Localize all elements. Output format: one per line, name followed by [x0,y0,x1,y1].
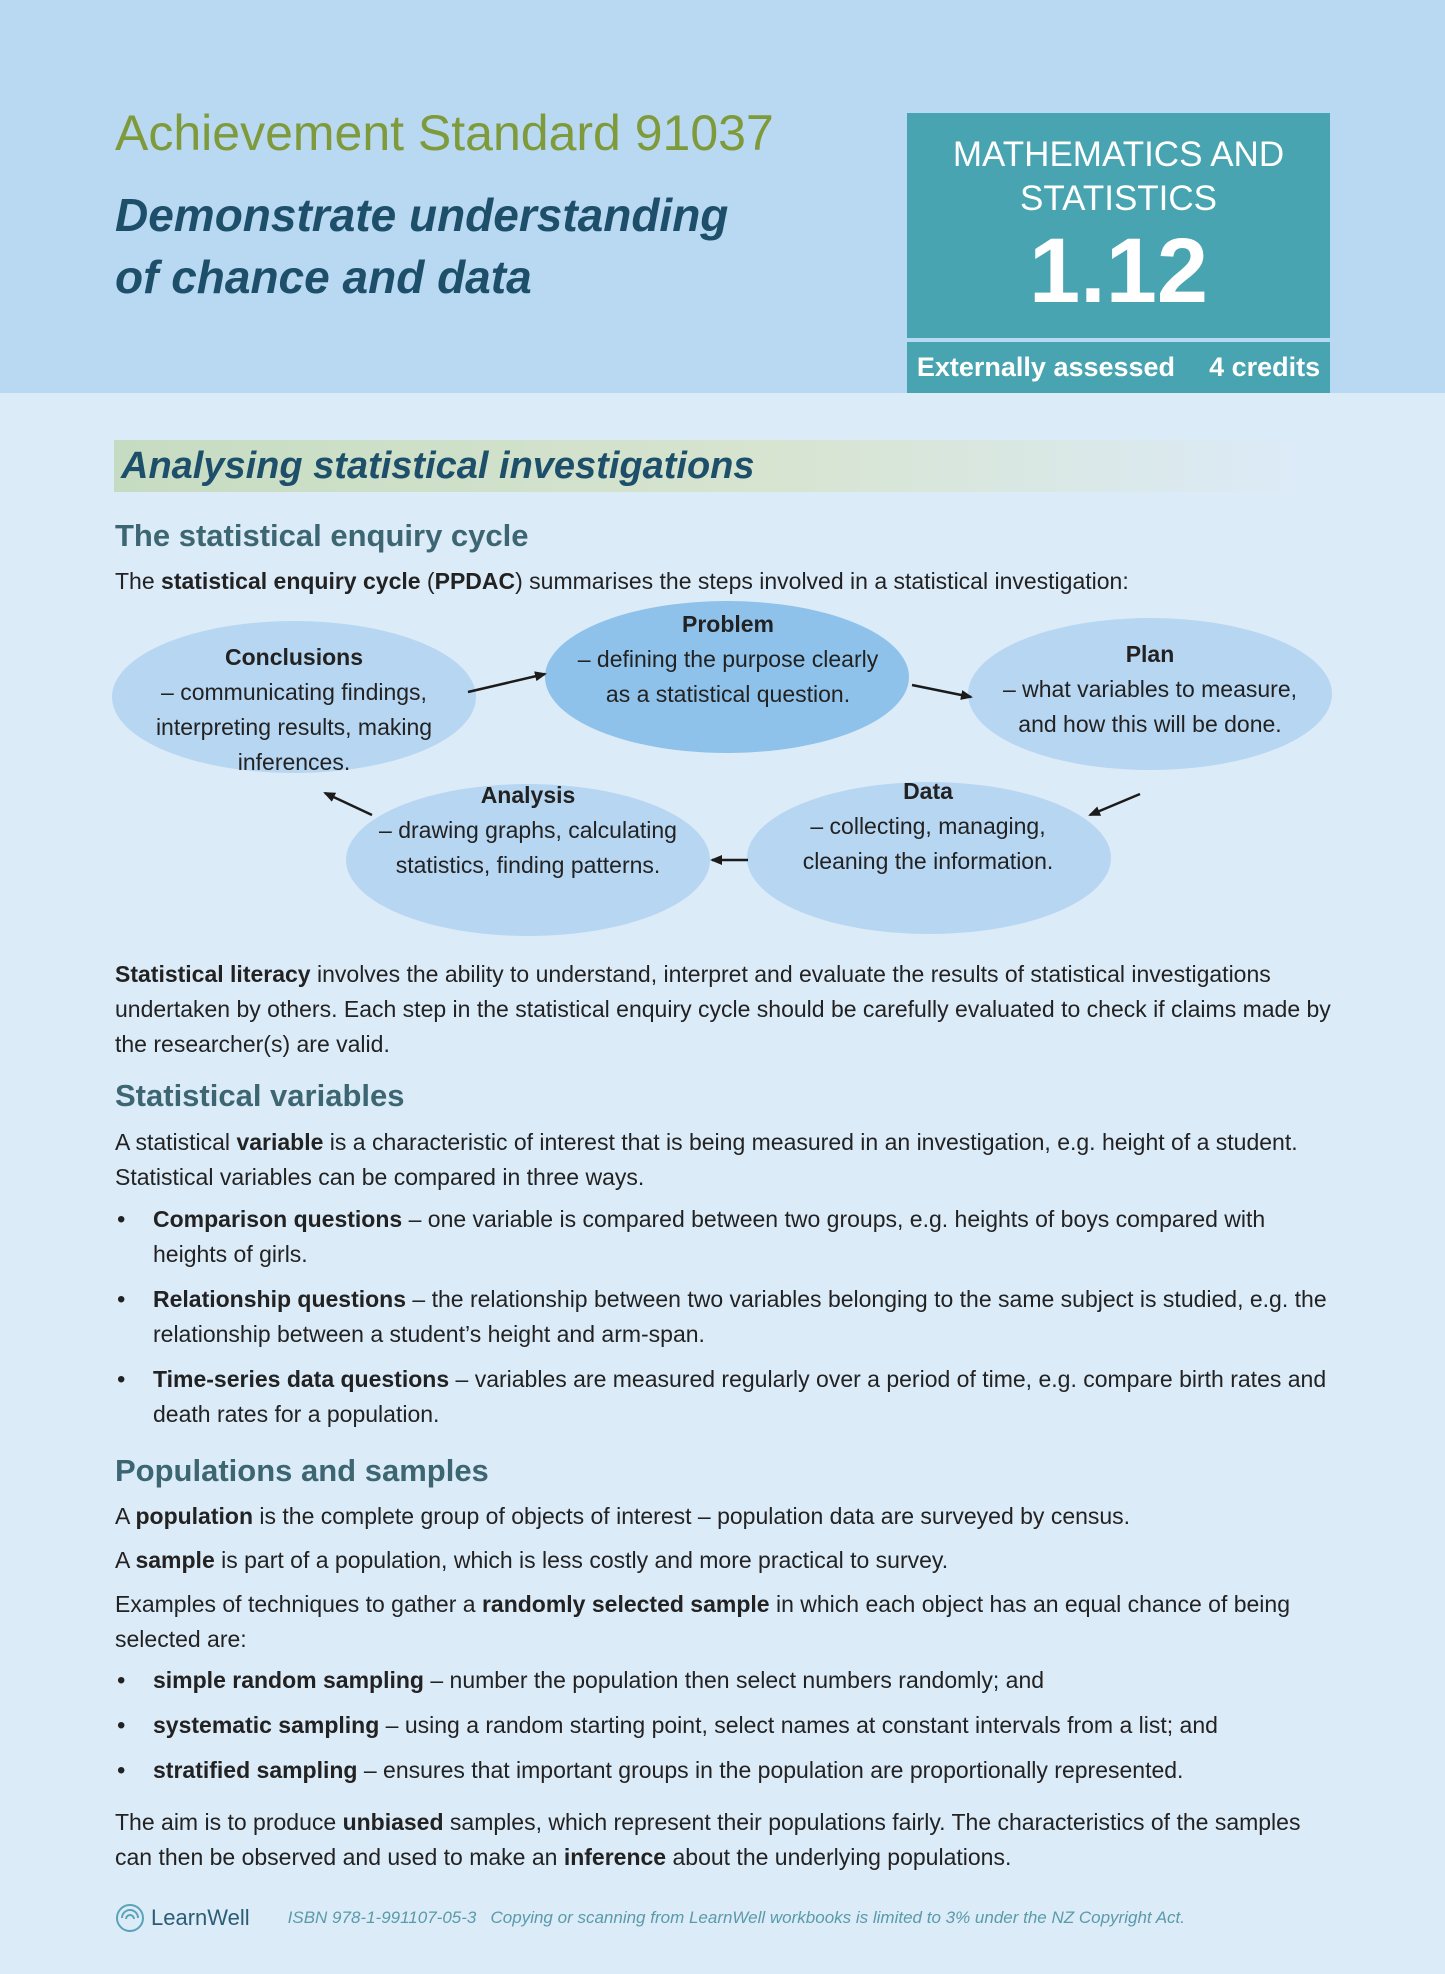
subject-line-1: MATHEMATICS AND [952,135,1285,174]
assessment-type: Externally assessed [916,352,1176,382]
analysis-title: Analysis [480,782,576,808]
enquiry-cycle-diagram [0,600,1445,950]
list-item: • Relationship questions – the relationship between two variables belonging to the same subject is studied, e.g. the relationship between a student’s height and arm-span. [115,1282,1340,1352]
arrow-problem-to-plan [912,685,971,697]
arrow-plan-to-data [1090,794,1140,815]
subject-line-2: STATISTICS [1019,179,1218,218]
population-paragraph: A population is the complete group of objects of interest – population data are surveyed by census. [115,1503,1131,1529]
assessment-bar [907,342,1330,393]
enquiry-intro: The statistical enquiry cycle (PPDAC) summarises the steps involved in a statistical investigation: [115,568,1129,594]
problem-title: Problem [681,611,775,637]
variables-list [115,1202,1340,1432]
list-item: • stratified sampling – ensures that important groups in the population are proportionally represented. [115,1753,1340,1788]
variables-intro: A statistical variable is a characteristic of interest that is being measured in an investigation, e.g. height of a student. Statistical variables can be compared in three ways. [115,1129,1298,1190]
analysis-node [358,778,698,883]
list-item: • simple random sampling – number the population then select numbers randomly; and [115,1663,1340,1698]
subject-box [907,113,1330,338]
footer [115,1900,1340,1936]
standard-subtitle [115,184,735,308]
learnwell-logo-icon [115,1903,145,1933]
plan-node [990,637,1310,742]
subject-name [907,133,1330,221]
list-item: • Time-series data questions – variables are measured regularly over a period of time, e.g. compare birth rates and death rates for a population. [115,1362,1340,1432]
credits: 4 credits [1209,352,1321,382]
list-item: • Comparison questions – one variable is compared between two groups, e.g. heights of boys compared with heights of girls. [115,1202,1340,1272]
plan-text: – what variables to measure, and how this will be done. [1002,676,1298,737]
subtitle-line-1: Demonstrate understanding [115,189,729,241]
populations-heading: Populations and samples [115,1453,489,1488]
data-text: – collecting, managing, cleaning the information. [802,813,1054,874]
conclusions-text: – communicating findings, interpreting results, making inferences. [155,679,433,775]
brand-name: LearnWell [151,1905,250,1930]
random-sample-paragraph: Examples of techniques to gather a randomly selected sample in which each object has an equal chance of being selected are: [115,1591,1290,1652]
literacy-paragraph: Statistical literacy involves the ability to understand, interpret and evaluate the results of statistical investigations undertaken by others. Each step in the statistical enquiry cycle should be carefully evaluated to check if claims made by the researcher(s) are valid. [115,961,1331,1057]
copyright-note: ISBN 978-1-991107-05-3 Copying or scanning from LearnWell workbooks is limited to 3% under the NZ Copyright Act. [287,1908,1185,1927]
plan-title: Plan [1125,641,1175,667]
data-node [778,774,1078,879]
standard-code: 1.12 [1028,220,1209,322]
enquiry-heading: The statistical enquiry cycle [115,518,529,553]
data-title: Data [903,778,953,804]
sample-paragraph: A sample is part of a population, which is less costly and more practical to survey. [115,1547,949,1573]
unbiased-paragraph: The aim is to produce unbiased samples, which represent their populations fairly. The characteristics of the samples can then be observed and used to make an inference about the underlying populations. [115,1809,1301,1870]
analysis-text: – drawing graphs, calculating statistics, finding patterns. [379,817,677,878]
section-banner [114,440,1306,492]
sampling-list [115,1663,1340,1788]
problem-text: – defining the purpose clearly as a statistical question. [577,646,879,707]
problem-node [568,607,888,712]
conclusions-node [124,640,464,780]
subtitle-line-2: of chance and data [115,251,532,303]
standard-title: Achievement Standard 91037 [115,105,774,161]
variables-heading: Statistical variables [115,1078,405,1113]
arrow-conclusions-to-problem [468,674,545,692]
section-title: Analysing statistical investigations [121,445,755,487]
conclusions-title: Conclusions [224,644,363,670]
list-item: • systematic sampling – using a random starting point, select names at constant intervals from a list; and [115,1708,1340,1743]
